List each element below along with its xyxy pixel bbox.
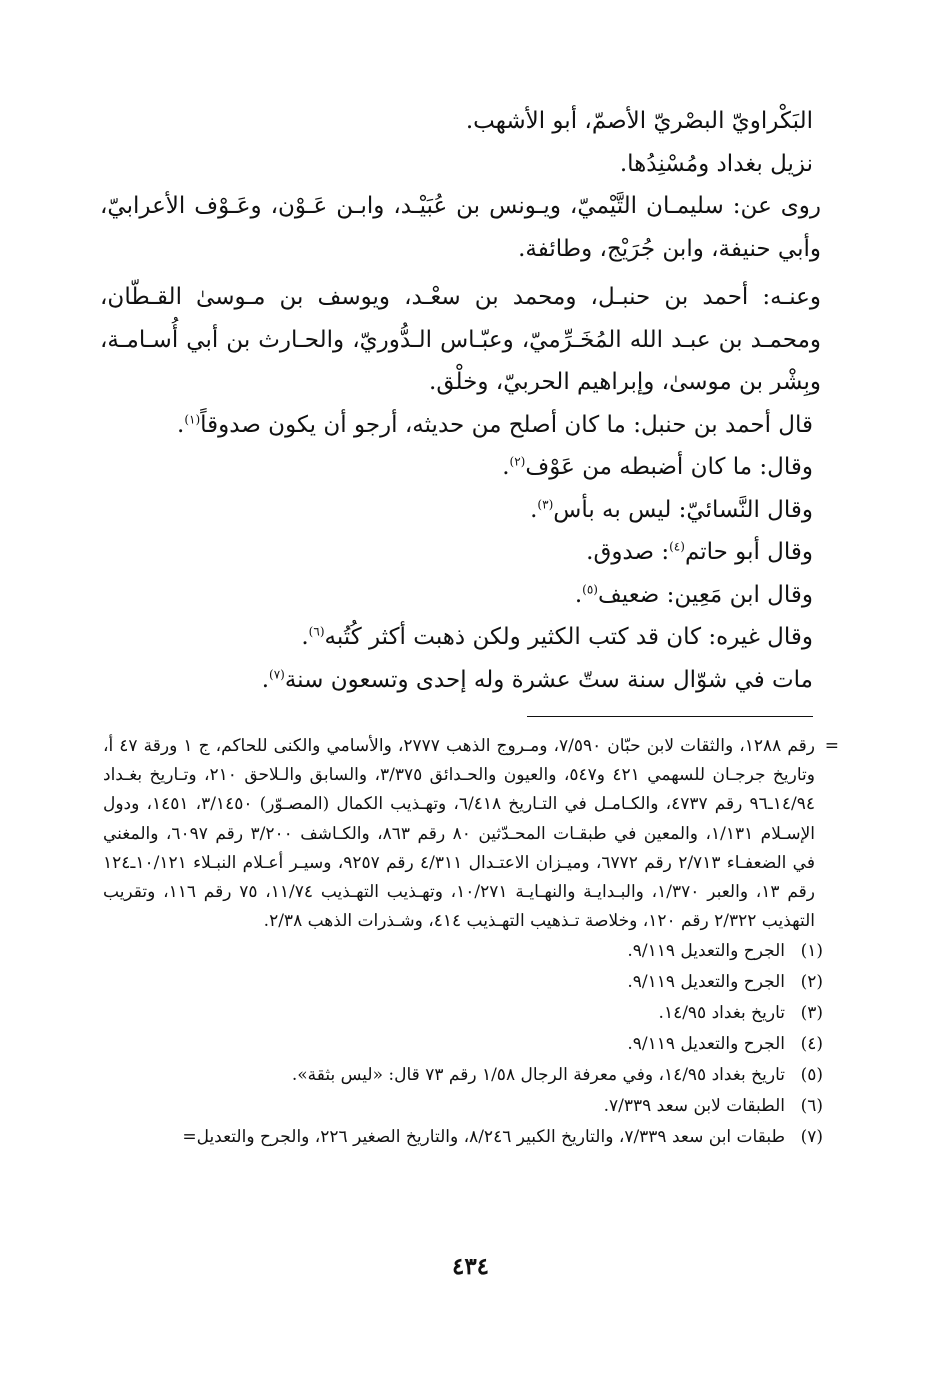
footnote-text: الجرح والتعديل ٩/١١٩.	[627, 941, 785, 962]
footnote-number: (١)	[800, 941, 823, 962]
text-line: نزيل بغداد ومُسْنِدُها.	[619, 150, 813, 177]
quote-line	[100, 404, 813, 447]
footnote-text: الجرح والتعديل ٩/١١٩.	[627, 1034, 785, 1055]
footnote-item	[103, 936, 823, 967]
quote-line	[100, 574, 813, 617]
quote-line	[100, 489, 813, 532]
page-number: ٤٣٤	[451, 1253, 490, 1280]
quote-line	[100, 616, 813, 659]
footnote-divider	[527, 716, 813, 717]
punctuation: .	[261, 666, 270, 693]
footnote-number: (٤)	[800, 1034, 823, 1055]
sources-paragraph: رقم ١٢٨٨، والثقات لابن حبّان ٧/٥٩٠، ومـروج الذهب ٢٧٧٧، والأسامي والكنى للحاكم، ج ١ ورقة ٤٧ أ، وتاريخ جرجـان للسهمي ٤٢١ و٥٤٧، والعيون والحـدائق ٣/٣٧٥، والسابق والـلاحق ٢١٠، وتـاريخ بغـداد ١٤/٩٤ـ٩٦ رقم ٤٧٣٧، والكـامـل في التـاريخ ٦/٤١٨، وتهـذيب الكمال (المصـوّر) ٣/١٤٥٠، ١٤٥١، ودول الإسـلام ١/١٣١، والمعين في طبقـات المحـدّثين ٨٠ رقم ٨٦٣، والكـاشف ٣/٢٠٠ رقم ٦٠٩٧، والمغني في الضعفـاء ٢/٧١٣ رقم ٦٧٧٢، وميـزان الاعتـدال ٤/٣١١ رقم ٩٢٥٧، وسيـر أعـلام النبـلاء ١٠/١٢١ـ١٢٤ رقم ١٣، والعبر ١/٣٧٠، والبـدايـة والنهـايـة ١٠/٢٧١، وتهـذيب التهـذيب ١١/٧٤، ٧٥ رقم ١١٦، وتقريب التهذيب ٢/٣٢٢ رقم ١٢٠، وخلاصة تـذهيب التهـذيب ٤١٤، وشـذرات الذهب ٢/٣٨.	[103, 736, 815, 932]
footnote-ref: (٦)	[308, 624, 325, 639]
quote-text: وقال غيره: كان قد كتب الكثير ولكن ذهبت أكثر كُتُبه	[324, 624, 813, 650]
quote-line	[100, 446, 813, 489]
quote-line	[100, 531, 813, 574]
footnote-text: طبقات ابن سعد ٧/٣٣٩، والتاريخ الكبير ٨/٢٤٦، والتاريخ الصغير ٢٢٦، والجرح والتعديل=	[182, 1127, 785, 1148]
quote-text: قال أحمد بن حنبل: ما كان أصلح من حديثه، أرجو أن يكون صدوقاً	[200, 411, 813, 438]
main-text	[100, 100, 821, 701]
footnote-text: تاريخ بغداد ١٤/٩٥.	[658, 1003, 785, 1024]
footnote-item	[103, 1122, 823, 1153]
quote-line	[100, 659, 813, 702]
text-line: البَكْراويّ البصْريّ الأصمّ، أبو الأشهب.	[465, 108, 813, 134]
footnote-item	[103, 1060, 823, 1091]
punctuation: .	[177, 411, 185, 438]
continuation-mark: =	[824, 736, 839, 756]
quote-text: مات في شوّال سنة ستّ عشرة وله إحدى وتسعون سنة	[284, 666, 813, 693]
footnote-item	[103, 967, 823, 998]
footnote-number: (٥)	[800, 1065, 823, 1086]
footnote-text: الطبقات لابن سعد ٧/٣٣٩.	[603, 1096, 785, 1117]
quote-text: : صدوق.	[586, 539, 670, 565]
footnote-ref: (١)	[184, 411, 201, 426]
footnote-item	[103, 1029, 823, 1060]
footnote-ref: (٣)	[537, 496, 554, 511]
footnotes-section	[103, 732, 823, 1153]
footnote-text: تاريخ بغداد ١٤/٩٥، وفي معرفة الرجال ١/٥٨ رقم ٧٣ قال: «ليس بثقة».	[291, 1065, 785, 1086]
narrators-paragraph: وعنـه: أحمد بن حنبـل، ومحمد بن سعْـد، ويوسف بن مـوسىٰ القـطّان، ومحمـد بن عبـد الله المُخَـرِّميّ، وعبّـاس الـدُّوريّ، والحـارث بن أبي أُسـامـة، وبِشْر بن موسىٰ، وإبراهيم الحربيّ، وخلْق.	[100, 284, 821, 395]
footnote-number: (٢)	[800, 972, 823, 993]
punctuation: .	[530, 496, 538, 523]
footnote-ref: (٤)	[669, 539, 685, 554]
footnote-number: (٣)	[800, 1003, 823, 1024]
footnote-number: (٦)	[800, 1096, 823, 1117]
footnote-ref: (٧)	[269, 666, 285, 681]
quote-text: وقال أبو حاتم	[684, 539, 813, 565]
footnote-item	[103, 1091, 823, 1122]
footnote-ref: (٥)	[582, 581, 598, 596]
punctuation: .	[301, 624, 309, 650]
punctuation: .	[502, 454, 510, 480]
footnote-item	[103, 998, 823, 1029]
footnote-text: الجرح والتعديل ٩/١١٩.	[627, 972, 785, 993]
quote-text: وقال ابن مَعِين: ضعيف	[597, 581, 813, 608]
footnote-ref: (٢)	[509, 454, 526, 469]
footnote-number: (٧)	[800, 1127, 823, 1148]
footnote-list	[103, 936, 823, 1153]
quote-text: وقال النَّسائيّ: ليس به بأس	[553, 496, 813, 523]
punctuation: .	[574, 581, 583, 608]
quote-text: وقال: ما كان أضبطه من عَوْف	[525, 454, 813, 480]
narrated-from-paragraph: روى عن: سليمـان التَّيْميّ، ويـونس بن عُبَيْـد، وابـن عَـوْن، وعَـوْف الأعرابيّ، وأبي حنيفة، وابن جُرَيْج، وطائفة.	[100, 193, 821, 262]
